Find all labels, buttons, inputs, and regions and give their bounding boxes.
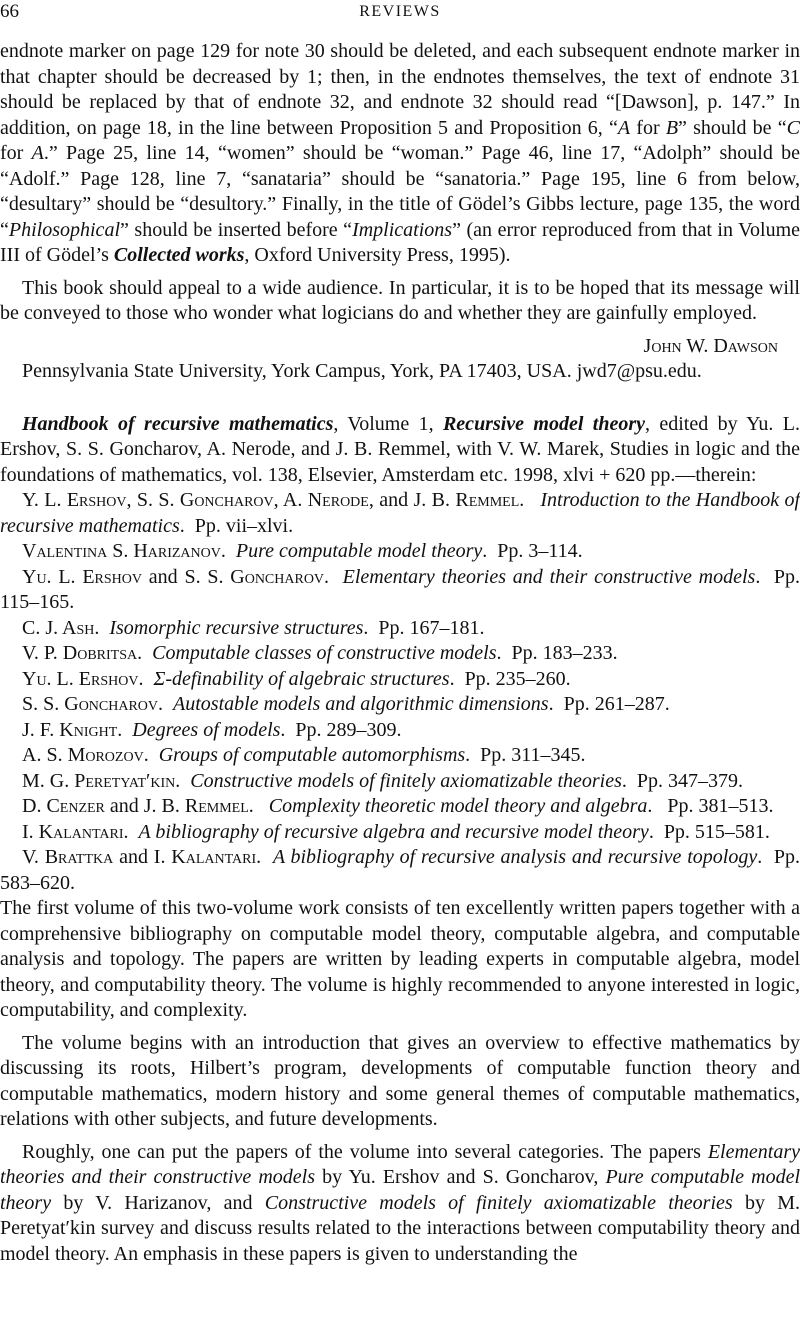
contents-entry: J. F. Knight. Degrees of models. Pp. 289–309. (22, 718, 402, 741)
contents-entry: M. G. Peretyat′kin. Constructive models of finitely axiomatizable theories. Pp. 347–379. (22, 769, 744, 792)
reviewer-name: John W. Dawson (643, 334, 778, 357)
contents-entry: A. S. Morozov. Groups of computable automorphisms. Pp. 311–345. (22, 744, 586, 766)
page-header (0, 0, 800, 26)
contents-entry: V. Brattka and I. Kalantari. A bibliography of recursive analysis and recursive topology. Pp. 583–620. (0, 846, 800, 894)
contents-entry: Valentina S. Harizanov. Pure computable model theory. Pp. 3–114. (22, 540, 583, 562)
contents-entry: V. P. Dobritsa. Computable classes of constructive models. Pp. 183–233. (22, 642, 618, 664)
review-paragraph: Roughly, one can put the papers of the volume into several categories. The papers Elementary theories and their constructive models by Yu. Ershov and S. Goncharov, Pure computable model theory by V. Harizanov, and Constructive models of finitely axiomatizable theories by M. Peretyat′kin survey and discuss results related to the interactions between computability theory and model theory. An emphasis in these papers is given to understanding the (0, 1140, 800, 1265)
running-head: REVIEWS (359, 3, 441, 20)
contents-list (0, 488, 800, 896)
page-number: 66 (0, 1, 19, 22)
contents-entry: C. J. Ash. Isomorphic recursive structures. Pp. 167–181. (22, 616, 485, 639)
review-citation: Handbook of recursive mathematics, Volume 1, Recursive model theory, edited by Yu. L. Ershov, S. S. Goncharov, A. Nerode, and J. B. Remmel, with V. W. Marek, Studies in logic and the foundations of mathematics, vol. 138, Elsevier, Amsterdam etc. 1998, xlvi + 620 pp.—therein: (0, 412, 800, 486)
contents-entry: S. S. Goncharov. Autostable models and algorithmic dimensions. Pp. 261–287. (22, 693, 670, 715)
review-paragraph: The volume begins with an introduction that gives an overview to effective mathematics by discussing its roots, Hilbert’s program, developments of computable function theory and computable mathematics, modern history and some general themes of computable mathematics, relations with other subjects, and future developments. (0, 1031, 800, 1130)
contents-entry: I. Kalantari. A bibliography of recursive algebra and recursive model theory. Pp. 515–581. (22, 820, 770, 843)
contents-entry: Yu. L. Ershov and S. S. Goncharov. Elementary theories and their constructive models. Pp. 115–165. (0, 565, 800, 613)
contents-entry: Yu. L. Ershov. Σ-definability of algebraic structures. Pp. 235–260. (22, 667, 571, 690)
reviewer-address: Pennsylvania State University, York Campus, York, PA 17403, USA. jwd7@psu.edu. (22, 360, 702, 382)
page-body (0, 39, 800, 1267)
contents-entry: D. Cenzer and J. B. Remmel. Complexity theoretic model theory and algebra. Pp. 381–513. (22, 795, 774, 817)
closing-paragraph: This book should appeal to a wide audience. In particular, it is to be hoped that its message will be conveyed to those who wonder what logicians do and whether they are gainfully employed. (0, 276, 800, 324)
errata-paragraph: endnote marker on page 129 for note 30 should be deleted, and each subsequent endnote marker in that chapter should be decreased by 1; then, in the endnotes themselves, the text of endnote 31 should be replaced by that of endnote 32, and endnote 32 should read “[Dawson], p. 147.” In addition, on page 18, in the line between Proposition 5 and Proposition 6, “A for B” should be “C for A.” Page 25, line 14, “women” should be “woman.” Page 46, line 17, “Adolph” should be “Adolf.” Page 128, line 7, “sanataria” should be “sanatoria.” Page 195, line 6 from below, “desultary” should be “desultory.” Finally, in the title of Gödel’s Gibbs lecture, page 135, the word “Philosophical” should be inserted before “Implications” (an error reproduced from that in Volume III of Gödel’s Collected works, Oxford University Press, 1995). (0, 40, 800, 266)
contents-entry: Y. L. Ershov, S. S. Goncharov, A. Nerode, and J. B. Remmel. Introduction to the Handbook of recursive mathematics. Pp. vii–xlvi. (0, 489, 800, 537)
review-paragraph: The first volume of this two-volume work consists of ten excellently written papers together with a comprehensive bibliography on computable model theory, computable algebra, and computable analysis and topology. The papers are written by leading experts in computable algebra, model theory, and computability theory. The volume is highly recommended to anyone interested in logic, computability, and complexity. (0, 897, 800, 1021)
